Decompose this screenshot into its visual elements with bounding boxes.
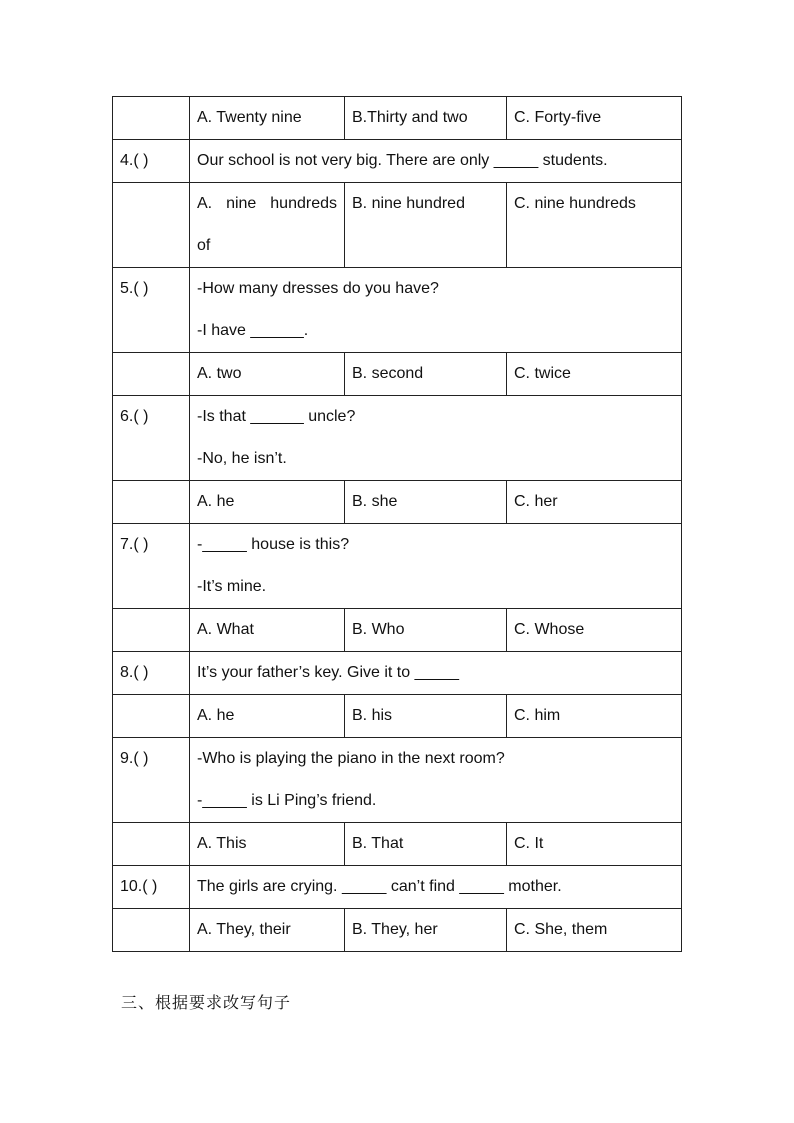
option-c: C. It [507,823,682,866]
option-c: C. nine hundreds [507,183,682,268]
question-row [113,652,682,695]
question-number [113,823,190,866]
options-row [113,909,682,952]
question-number [113,609,190,652]
question-line: -Who is playing the piano in the next room? [197,750,505,767]
question-line: The girls are crying. _____ can’t find _____ mother. [197,878,562,895]
option-c: C. Whose [507,609,682,652]
option-a: A. he [190,695,345,738]
question-row [113,524,682,609]
question-line: -_____ is Li Ping’s friend. [197,792,377,809]
option-a-word: nine [226,195,257,212]
options-row [113,823,682,866]
question-text [190,524,682,609]
question-number: 6.( ) [113,396,190,481]
options-row [113,353,682,396]
option-b: B. nine hundred [345,183,507,268]
option-b: B. They, her [345,909,507,952]
question-text [190,268,682,353]
option-a: A. two [190,353,345,396]
option-b: B. his [345,695,507,738]
option-b: B.Thirty and two [345,97,507,140]
option-a: A. They, their [190,909,345,952]
question-number [113,97,190,140]
option-a: A. This [190,823,345,866]
question-line: It’s your father’s key. Give it to _____ [197,664,460,681]
question-row [113,396,682,481]
question-line: -No, he isn’t. [197,450,287,467]
option-c: C. She, them [507,909,682,952]
options-row [113,609,682,652]
question-number [113,695,190,738]
question-number [113,909,190,952]
option-a-line-2: of [197,237,211,254]
option-a [190,183,345,268]
question-number: 10.( ) [113,866,190,909]
question-number [113,481,190,524]
option-a-line-1 [197,183,337,225]
question-text [190,866,682,909]
question-number [113,353,190,396]
question-row [113,866,682,909]
question-table [112,96,682,952]
question-line: Our school is not very big. There are only _____ students. [197,152,608,169]
question-number [113,183,190,268]
question-row [113,738,682,823]
question-line: -How many dresses do you have? [197,280,439,297]
question-number: 7.( ) [113,524,190,609]
option-a: A. Twenty nine [190,97,345,140]
question-row [113,140,682,183]
question-number: 4.( ) [113,140,190,183]
options-row [113,481,682,524]
option-b: B. Who [345,609,507,652]
option-a-word: A. [197,195,213,212]
option-c: C. her [507,481,682,524]
options-row [113,97,682,140]
option-b: B. That [345,823,507,866]
question-line: -It’s mine. [197,578,267,595]
section-title: 三、根据要求改写句子 [121,993,292,1012]
question-text [190,738,682,823]
option-a-word: hundreds [270,195,337,212]
option-a: A. What [190,609,345,652]
question-text [190,652,682,695]
option-b: B. she [345,481,507,524]
question-line: -Is that ______ uncle? [197,408,356,425]
option-b: B. second [345,353,507,396]
question-row [113,268,682,353]
question-number: 8.( ) [113,652,190,695]
options-row [113,695,682,738]
question-text [190,140,682,183]
question-line: -_____ house is this? [197,536,350,553]
question-text [190,396,682,481]
question-number: 5.( ) [113,268,190,353]
question-line: -I have ______. [197,322,309,339]
option-c: C. him [507,695,682,738]
option-a: A. he [190,481,345,524]
question-number: 9.( ) [113,738,190,823]
options-row [113,183,682,268]
option-c: C. twice [507,353,682,396]
option-c: C. Forty-five [507,97,682,140]
